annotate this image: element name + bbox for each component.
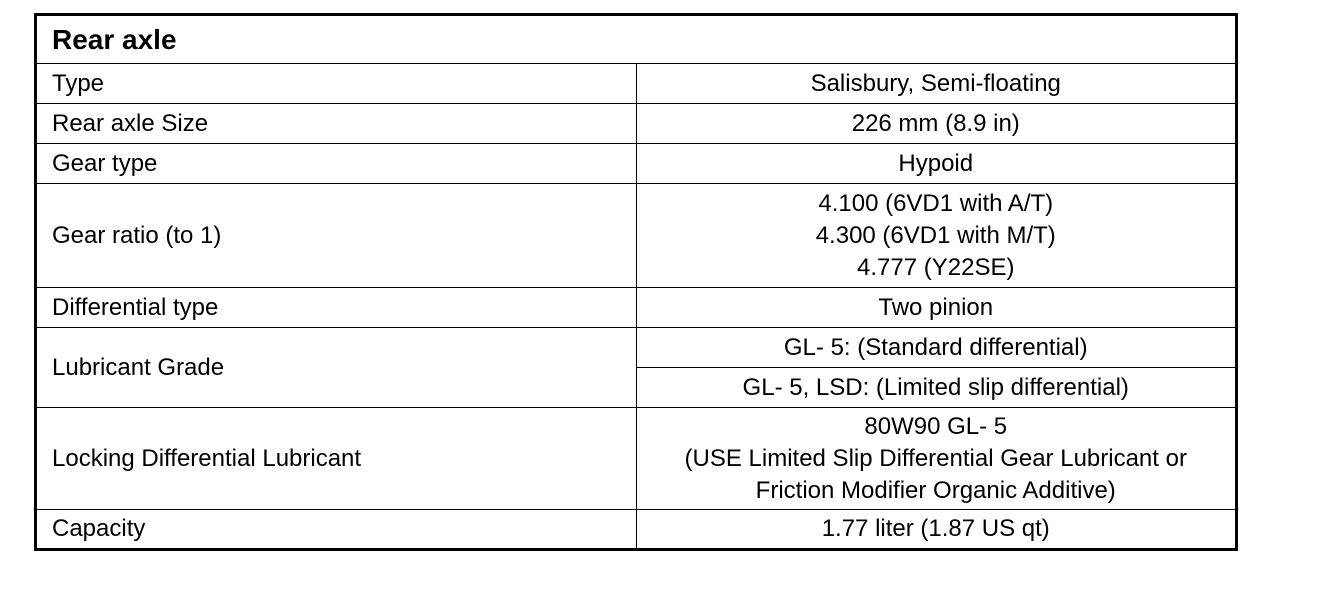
row-label-size: Rear axle Size [36,104,637,144]
locking-lubricant-line: Friction Modifier Organic Additive) [755,476,1116,504]
rear-axle-spec-table [34,13,1238,551]
table-row [36,144,1237,184]
table-title-row [36,15,1237,64]
table-row [36,408,1237,510]
table-row [36,510,1237,550]
row-label-locking-lubricant: Locking Differential Lubricant [36,408,637,510]
gear-ratio-line: 4.300 (6VD1 with M/T) [815,221,1056,249]
row-label-gear-type: Gear type [36,144,637,184]
row-value-differential-type: Two pinion [636,288,1237,328]
row-label-differential-type: Differential type [36,288,637,328]
row-value-lubricant-standard: GL- 5: (Standard differential) [636,328,1237,368]
row-label-lubricant-grade: Lubricant Grade [36,328,637,408]
row-label-type: Type [36,64,637,104]
row-value-size: 226 mm (8.9 in) [636,104,1237,144]
table-row [36,328,1237,368]
row-label-capacity: Capacity [36,510,637,550]
table-title: Rear axle [36,15,1237,64]
row-value-locking-lubricant [636,408,1237,510]
gear-ratio-line: 4.777 (Y22SE) [857,253,1015,281]
locking-lubricant-line: 80W90 GL- 5 [864,412,1008,440]
table-row [36,184,1237,288]
table-row [36,104,1237,144]
table-row [36,64,1237,104]
locking-lubricant-line: (USE Limited Slip Differential Gear Lubricant or [684,444,1187,472]
row-value-type: Salisbury, Semi-floating [636,64,1237,104]
row-label-gear-ratio: Gear ratio (to 1) [36,184,637,288]
row-value-gear-type: Hypoid [636,144,1237,184]
row-value-lubricant-lsd: GL- 5, LSD: (Limited slip differential) [636,368,1237,408]
gear-ratio-line: 4.100 (6VD1 with A/T) [818,189,1054,217]
row-value-gear-ratio [636,184,1237,288]
table-row [36,288,1237,328]
row-value-capacity: 1.77 liter (1.87 US qt) [636,510,1237,550]
